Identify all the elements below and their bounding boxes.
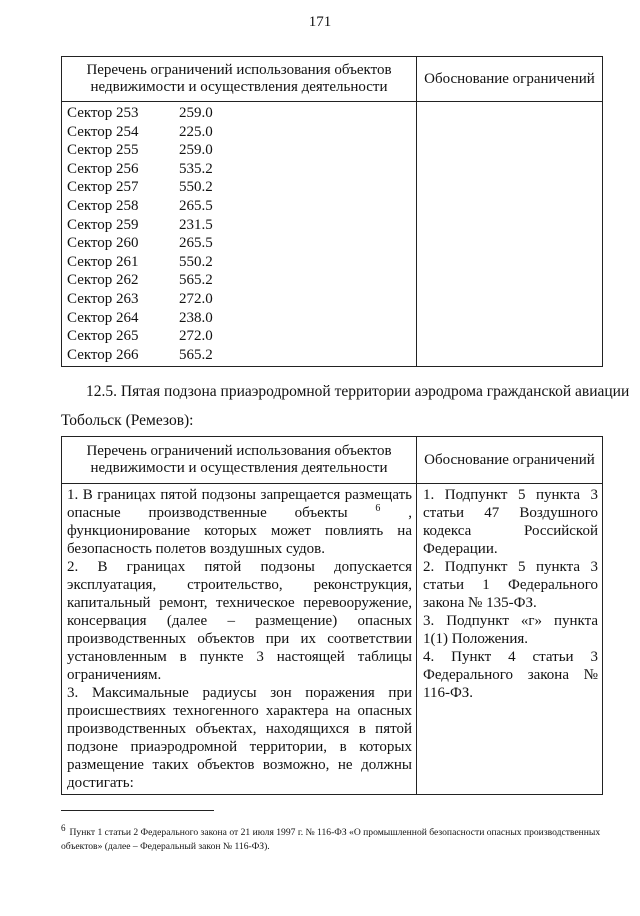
table-row [67,234,416,253]
sector-value: 259.0 [179,105,213,121]
table-row [67,271,416,290]
table-row [67,309,416,328]
footnote [61,822,606,854]
sector-list-cell [62,102,417,367]
footnote-text: Пункт 1 статьи 2 Федерального закона от 21 июля 1997 г. № 116-ФЗ «О промышленной безопасности опасных производственных объектов» (далее – Федеральный закон № 116-ФЗ). [61,827,601,852]
table-row [67,327,416,346]
header-basis: Обоснование ограничений [417,57,603,102]
restrictions-table [61,436,603,795]
sector-table-header [62,57,603,102]
table-row [67,160,416,179]
restriction-item-2: 2. В границах пятой подзоны допускается эксплуатация, строительство, реконструкция, капитальный ремонт, техническое перевооружение, консервация (далее – размещение) опасных производственных объектов при их соответствии установленным в пункте 3 настоящей таблицы ограничениям. [67,559,412,683]
sector-name: Сектор 262 [67,272,139,289]
sector-value: 565.2 [179,272,213,289]
header-restrictions: Перечень ограничений использования объектов недвижимости и осуществления деятельности [62,57,417,102]
table-row [67,178,416,197]
sector-table-body [62,102,603,367]
sector-value: 265.5 [179,197,213,214]
table-row [67,216,416,235]
table-row [67,141,416,160]
sector-value: 565.2 [179,346,213,363]
footnote-mark: 6 [61,822,66,833]
restrictions-table-body [62,484,603,795]
sector-name: Сектор 261 [67,253,139,270]
sector-name: Сектор 258 [67,197,139,214]
sector-name: Сектор 264 [67,309,139,326]
restrictions-table-header [62,437,603,484]
restrictions-cell [62,484,417,795]
sector-value: 231.5 [179,216,213,233]
table-row [67,104,416,123]
restriction-1-tail: , функционирование которых может повлиять на безопасность полетов воздушных судов. [67,505,412,557]
sector-value: 535.2 [179,160,213,177]
table-row [67,197,416,216]
sector-name: Сектор 256 [67,160,139,177]
restriction-item-3: 3. Максимальные радиусы зон поражения при происшествиях техногенного характера на опасных производственных объектах, находящихся в пятой подзоне приаэродромной территории, в которых размещение таких объектов возможно, не должны достигать: [67,685,412,791]
footnote-ref: 6 [375,503,381,514]
section-heading-line2: Тобольск (Ремезов): [61,412,194,429]
sector-name: Сектор 254 [67,123,139,140]
restriction-item-1 [67,486,412,558]
sector-value: 225.0 [179,123,213,140]
header-basis: Обоснование ограничений [417,437,603,484]
table-row [67,253,416,272]
basis-empty-cell [417,102,603,367]
sector-name: Сектор 265 [67,328,139,345]
basis-item: 3. Подпункт «г» пункта 1(1) Положения. [423,613,598,647]
basis-item: 2. Подпункт 5 пункта 3 статьи 1 Федерального закона № 135-ФЗ. [423,559,598,611]
sector-name: Сектор 266 [67,346,139,363]
sector-name: Сектор 257 [67,179,139,196]
sector-name: Сектор 253 [67,105,139,121]
sector-value: 272.0 [179,290,213,307]
sector-value: 550.2 [179,179,213,196]
sector-value: 238.0 [179,309,213,326]
basis-item: 1. Подпункт 5 пункта 3 статьи 47 Воздушного кодекса Российской Федерации. [423,487,598,557]
basis-item: 4. Пункт 4 статьи 3 Федерального закона № 116-ФЗ. [423,649,598,701]
page-number: 171 [308,14,332,30]
sector-value: 550.2 [179,253,213,270]
restriction-1-text: 1. В границах пятой подзоны запрещается размещать опасные производственные объекты [67,487,412,521]
sector-name: Сектор 263 [67,290,139,307]
sector-table [61,56,603,367]
sector-value: 259.0 [179,142,213,159]
sector-name: Сектор 259 [67,216,139,233]
table-row [67,346,416,365]
header-restrictions: Перечень ограничений использования объектов недвижимости и осуществления деятельности [62,437,417,484]
table-row [67,290,416,309]
basis-cell [417,484,603,795]
footnote-divider [61,810,214,811]
sector-name: Сектор 260 [67,235,139,252]
sector-value: 272.0 [179,328,213,345]
section-heading-line1: 12.5. Пятая подзона приаэродромной территории аэродрома гражданской авиации [86,383,630,400]
table-row [67,123,416,142]
sector-value: 265.5 [179,235,213,252]
sector-name: Сектор 255 [67,142,139,159]
